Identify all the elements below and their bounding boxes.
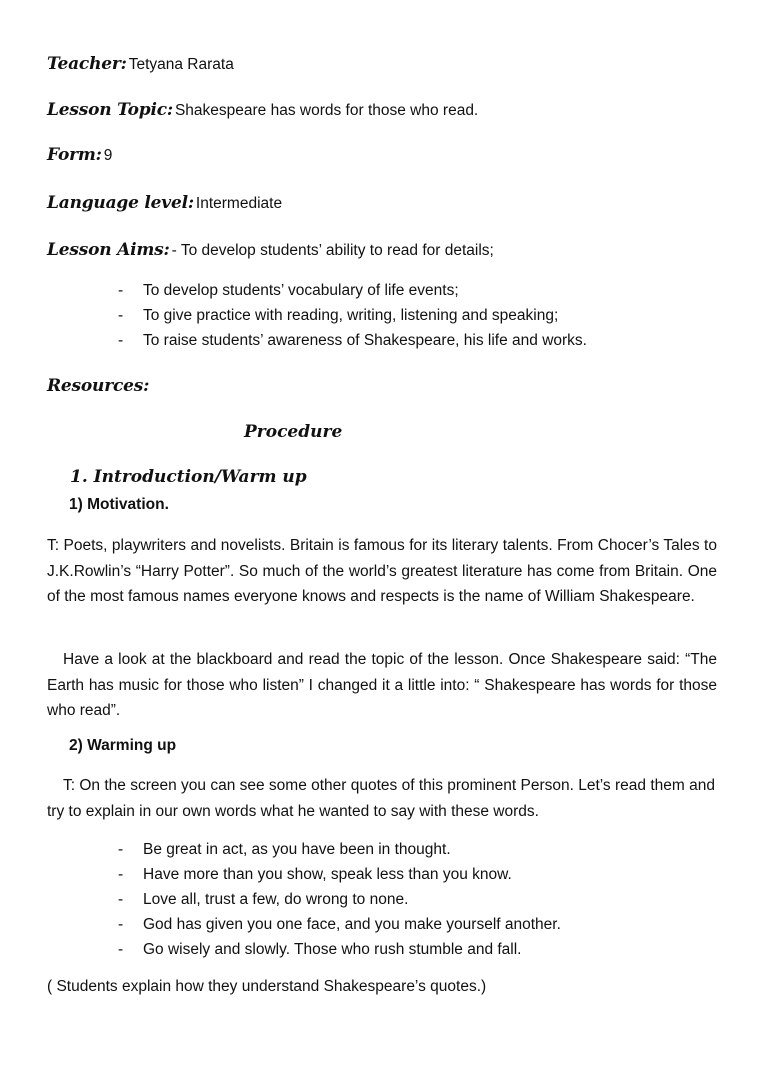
resources-line bbox=[47, 376, 149, 396]
procedure-title: Procedure bbox=[244, 422, 343, 442]
list-item: - Be great in act, as you have been in thought. bbox=[118, 841, 451, 858]
warming-paragraph: T: On the screen you can see some other quotes of this prominent Person. Let’s read them and try to explain in our own words what he wanted to say with these words. bbox=[47, 777, 715, 820]
motivation-paragraph-1: T: Poets, playwriters and novelists. Britain is famous for its literary talents. From Chocer’s Tales to J.K.Rowlin’s “Harry Potter”. So much of the world’s greatest literature has come from Britain. One of the most famous names everyone knows and respects is the name of William Shakespeare. bbox=[47, 537, 717, 605]
teacher-line bbox=[47, 54, 234, 74]
quotes-list bbox=[118, 837, 561, 962]
list-item: - To develop students’ vocabulary of life events; bbox=[118, 282, 459, 299]
level-line bbox=[47, 193, 282, 213]
teacher-value: Tetyana Rarata bbox=[128, 56, 234, 73]
resources-label: Resources: bbox=[47, 376, 150, 396]
warming-title: 2) Warming up bbox=[69, 737, 177, 754]
list-item: - Go wisely and slowly. Those who rush stumble and fall. bbox=[118, 941, 522, 958]
form-line bbox=[47, 145, 112, 165]
list-item: - God has given you one face, and you make yourself another. bbox=[118, 916, 561, 933]
closing-note: ( Students explain how they understand Shakespeare’s quotes.) bbox=[47, 978, 487, 995]
motivation-title: 1) Motivation. bbox=[69, 496, 169, 513]
topic-line bbox=[47, 100, 478, 120]
section1-title: 1. Introduction/Warm up bbox=[70, 467, 307, 487]
level-value: Intermediate bbox=[195, 195, 283, 212]
list-item: - Love all, trust a few, do wrong to none. bbox=[118, 891, 409, 908]
list-item: - To give practice with reading, writing, listening and speaking; bbox=[118, 307, 559, 324]
topic-value: Shakespeare has words for those who read. bbox=[174, 102, 479, 119]
motivation-paragraph-2: Have a look at the blackboard and read the topic of the lesson. Once Shakespeare said: “The Earth has music for those who listen” I changed it a little into: “ Shakespeare has words for those who read”. bbox=[47, 651, 717, 719]
form-value: 9 bbox=[103, 147, 113, 164]
list-item: - Have more than you show, speak less than you know. bbox=[118, 866, 512, 883]
topic-label: Lesson Topic: bbox=[47, 100, 173, 120]
list-item: - To raise students’ awareness of Shakespeare, his life and works. bbox=[118, 332, 587, 349]
aims-first: - To develop students’ ability to read for details; bbox=[171, 242, 494, 259]
aims-label: Lesson Aims: bbox=[47, 240, 170, 260]
form-label: Form: bbox=[47, 145, 102, 165]
level-label: Language level: bbox=[47, 193, 194, 213]
aims-line bbox=[47, 240, 494, 260]
teacher-label: Teacher: bbox=[47, 54, 127, 74]
aims-list bbox=[118, 278, 587, 353]
